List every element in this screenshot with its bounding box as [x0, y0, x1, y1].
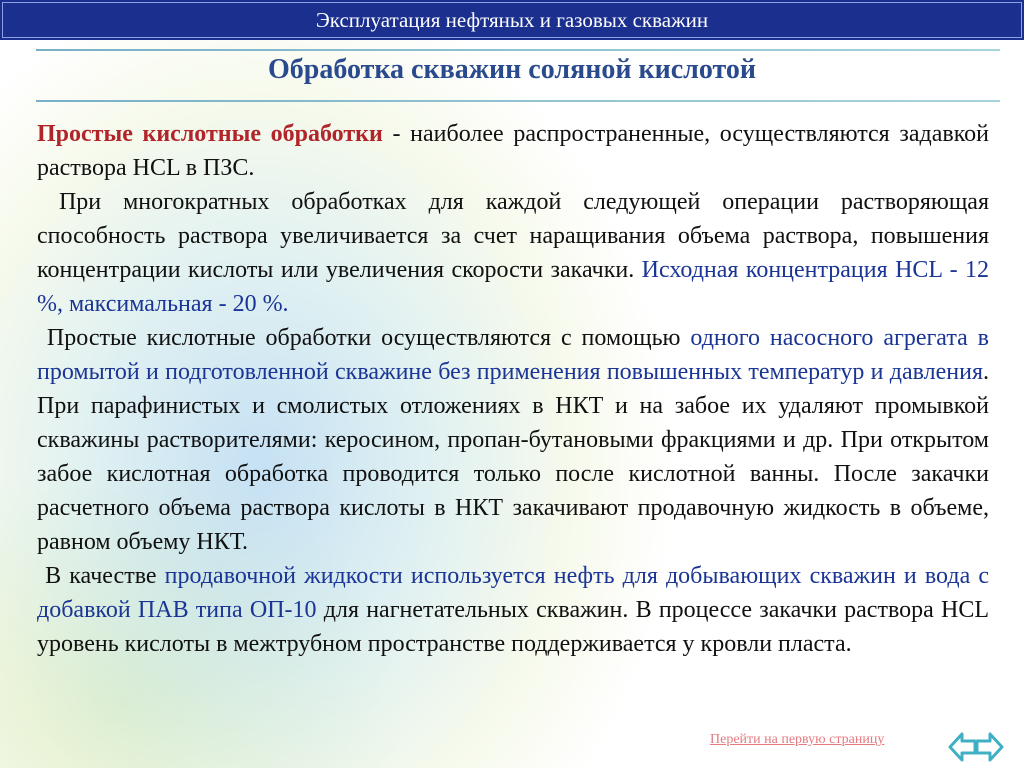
slide-content: [37, 117, 989, 661]
highlight-blue: Исходная концентрация HCL - 12 %, максимальная - 20 %.: [37, 257, 990, 317]
paragraph-4: [37, 559, 989, 661]
slide-title: Обработка скважин соляной кислотой: [267, 54, 757, 85]
highlight-red: Простые кислотные обработки: [37, 121, 383, 147]
paragraph-text: В качестве: [45, 563, 165, 589]
highlight-blue: одного насосного агрегата в промытой и подготовленной скважине без применения повышенных температур и давления: [37, 325, 990, 385]
arrow-right-icon[interactable]: [977, 734, 1002, 760]
paragraph-3: [37, 321, 989, 559]
title-rule-bottom: [36, 100, 1000, 102]
left-right-arrows-icon[interactable]: [948, 729, 1004, 765]
nav-arrows[interactable]: [948, 729, 1004, 765]
paragraph-2: [37, 185, 989, 321]
header-bar: [0, 0, 1024, 40]
header-title: Эксплуатация нефтяных и газовых скважин: [315, 7, 709, 32]
arrow-left-icon[interactable]: [950, 734, 975, 760]
highlight-blue: продавочной жидкости используется нефть для добывающих скважин и вода с добавкой ПАВ типа ОП-10: [37, 563, 990, 623]
paragraph-text: При многократных обработках для каждой следующей операции растворяющая способность раствора увеличивается за счет наращивания объема раствора, повышения концентрации кислоты или увеличения скорости закачки.: [37, 189, 990, 283]
paragraph-text: - наиболее распространенные, осуществляются задавкой раствора HCL в ПЗС.: [37, 121, 989, 181]
paragraph-1: [37, 117, 989, 185]
paragraph-text: . При парафинистых и смолистых отложениях в НКТ и на забое их удаляют промывкой скважины растворителями: керосином, пропан-бутановыми фракциями и др. При открытом забое кислотная обработка проводится только после кислотной ванны. После закачки расчетного объема раствора кислоты в НКТ закачивают продавочную жидкость в объеме, равном объему НКТ.: [37, 359, 989, 555]
first-page-link[interactable]: Перейти на первую страницу: [710, 732, 885, 747]
title-rule-top: [36, 49, 1000, 51]
paragraph-text: Простые кислотные обработки осуществляются с помощью: [46, 325, 691, 351]
paragraph-text: для нагнетательных скважин. В процессе закачки раствора HCL уровень кислоты в межтрубном пространстве поддерживается у кровли пласта.: [37, 597, 989, 657]
